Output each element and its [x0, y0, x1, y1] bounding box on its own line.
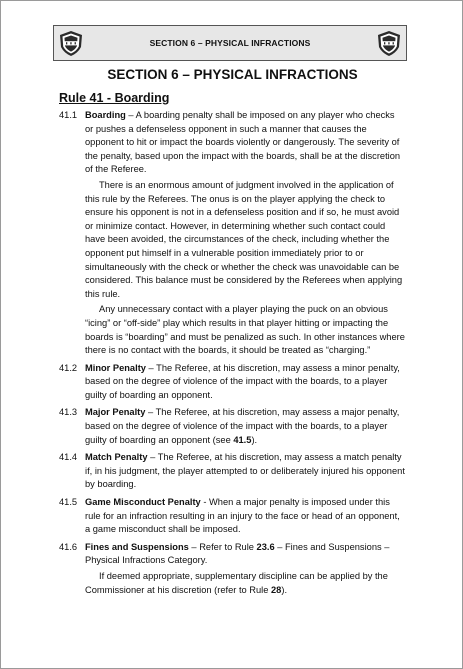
- section-title: SECTION 6 – PHYSICAL INFRACTIONS: [107, 67, 358, 82]
- item-description: The Referee, at his discretion, may assess a major penalty, based on the degree of violence of the impact with the boards, to a player guilty of boarding an opponent (see: [85, 407, 400, 445]
- item-separator: -: [200, 497, 209, 508]
- item-text: [85, 109, 405, 177]
- item-paragraph: Any unnecessary contact with a player playing the puck on an obvious “icing” or “off-side” play which results in that player hitting or impacting the boards is “boarding” and must be penalized as such. In other instances where there is no contact with the boards, it should be treated as “charging.”: [85, 304, 405, 356]
- item-term: Major Penalty: [85, 407, 146, 418]
- item-text: [85, 406, 405, 447]
- item-separator: –: [145, 362, 157, 373]
- item-description: The Referee, at his discretion, may assess a match penalty if, in his judgment, the player attempted to or deliberately injured his opponent by boarding.: [85, 452, 405, 490]
- item-separator: –: [188, 541, 200, 552]
- item-description: A boarding penalty shall be imposed on any player who checks or pushes a defenseless opponent in such a manner that causes the opponent to hit or impact the boards violently or dangerously. The severity of the penalty, based upon the impact with the boards, shall be at the discretion of the Referee.: [85, 110, 401, 175]
- rule-reference: 23.6: [256, 541, 275, 552]
- rule-item: [59, 496, 405, 537]
- item-description-tail: – Fines and Suspensions – Physical Infractions Category.: [85, 541, 390, 566]
- item-number: 41.4: [59, 452, 78, 463]
- rule-reference: 41.5: [233, 434, 252, 445]
- paragraph-text: If deemed appropriate, supplementary discipline can be applied by the Commissioner at his discretion (refer to Rule: [85, 571, 388, 595]
- rule-reference: 28: [271, 584, 282, 595]
- item-term: Boarding: [85, 110, 126, 120]
- item-number: 41.3: [59, 407, 78, 418]
- item-term: Game Misconduct Penalty: [85, 497, 201, 508]
- page-header: [53, 25, 407, 61]
- header-title: SECTION 6 – PHYSICAL INFRACTIONS: [149, 38, 311, 48]
- rule-item: [59, 451, 405, 492]
- item-description-tail: ).: [251, 434, 258, 445]
- paragraph-tail: ).: [281, 584, 288, 595]
- rule-body: [59, 109, 405, 601]
- item-number: 41.6: [59, 541, 78, 552]
- nhl-logo-icon: [58, 30, 84, 57]
- nhl-logo-icon: [376, 30, 402, 57]
- item-number: 41.5: [59, 497, 78, 508]
- item-separator: –: [145, 407, 156, 418]
- item-number: 41.1: [59, 110, 78, 120]
- item-description: The Referee, at his discretion, may assess a minor penalty, based on the degree of violence of the impact with the boards, to a player guilty of boarding an opponent.: [85, 362, 400, 400]
- item-term: Fines and Suspensions: [85, 541, 189, 552]
- rule-title: Rule 41 - Boarding: [59, 91, 170, 105]
- item-description: When a major penalty is imposed under this rule for an infraction resulting in an injury to the face or head of an opponent, a game misconduct shall be imposed.: [85, 497, 400, 535]
- item-text: [85, 541, 405, 568]
- item-text: [85, 496, 405, 537]
- item-paragraph: [85, 570, 405, 597]
- rule-item: [59, 109, 405, 358]
- rule-item: [59, 406, 405, 447]
- item-description: Refer to Rule: [199, 541, 257, 552]
- item-term: Minor Penalty: [85, 362, 146, 373]
- item-text: [85, 451, 405, 492]
- item-separator: –: [125, 110, 136, 120]
- item-paragraph: There is an enormous amount of judgment involved in the application of this rule by the Referees. The onus is on the player applying the check to ensure his opponent is not in a defenseless position and if so, he must avoid or minimize contact. However, in determining whether such contact could have been avoided, the circumstances of the check, including whether the opponent put himself in a vulnerable position immediately prior to or simultaneously with the check or whether the check was unavoidable can be considered. This balance must be considered by the Referees when applying this rule.: [85, 179, 403, 299]
- item-separator: –: [147, 452, 158, 463]
- rule-item: [59, 362, 405, 403]
- rule-item: [59, 541, 405, 597]
- item-term: Match Penalty: [85, 452, 148, 463]
- item-text: [85, 362, 405, 403]
- item-number: 41.2: [59, 362, 78, 373]
